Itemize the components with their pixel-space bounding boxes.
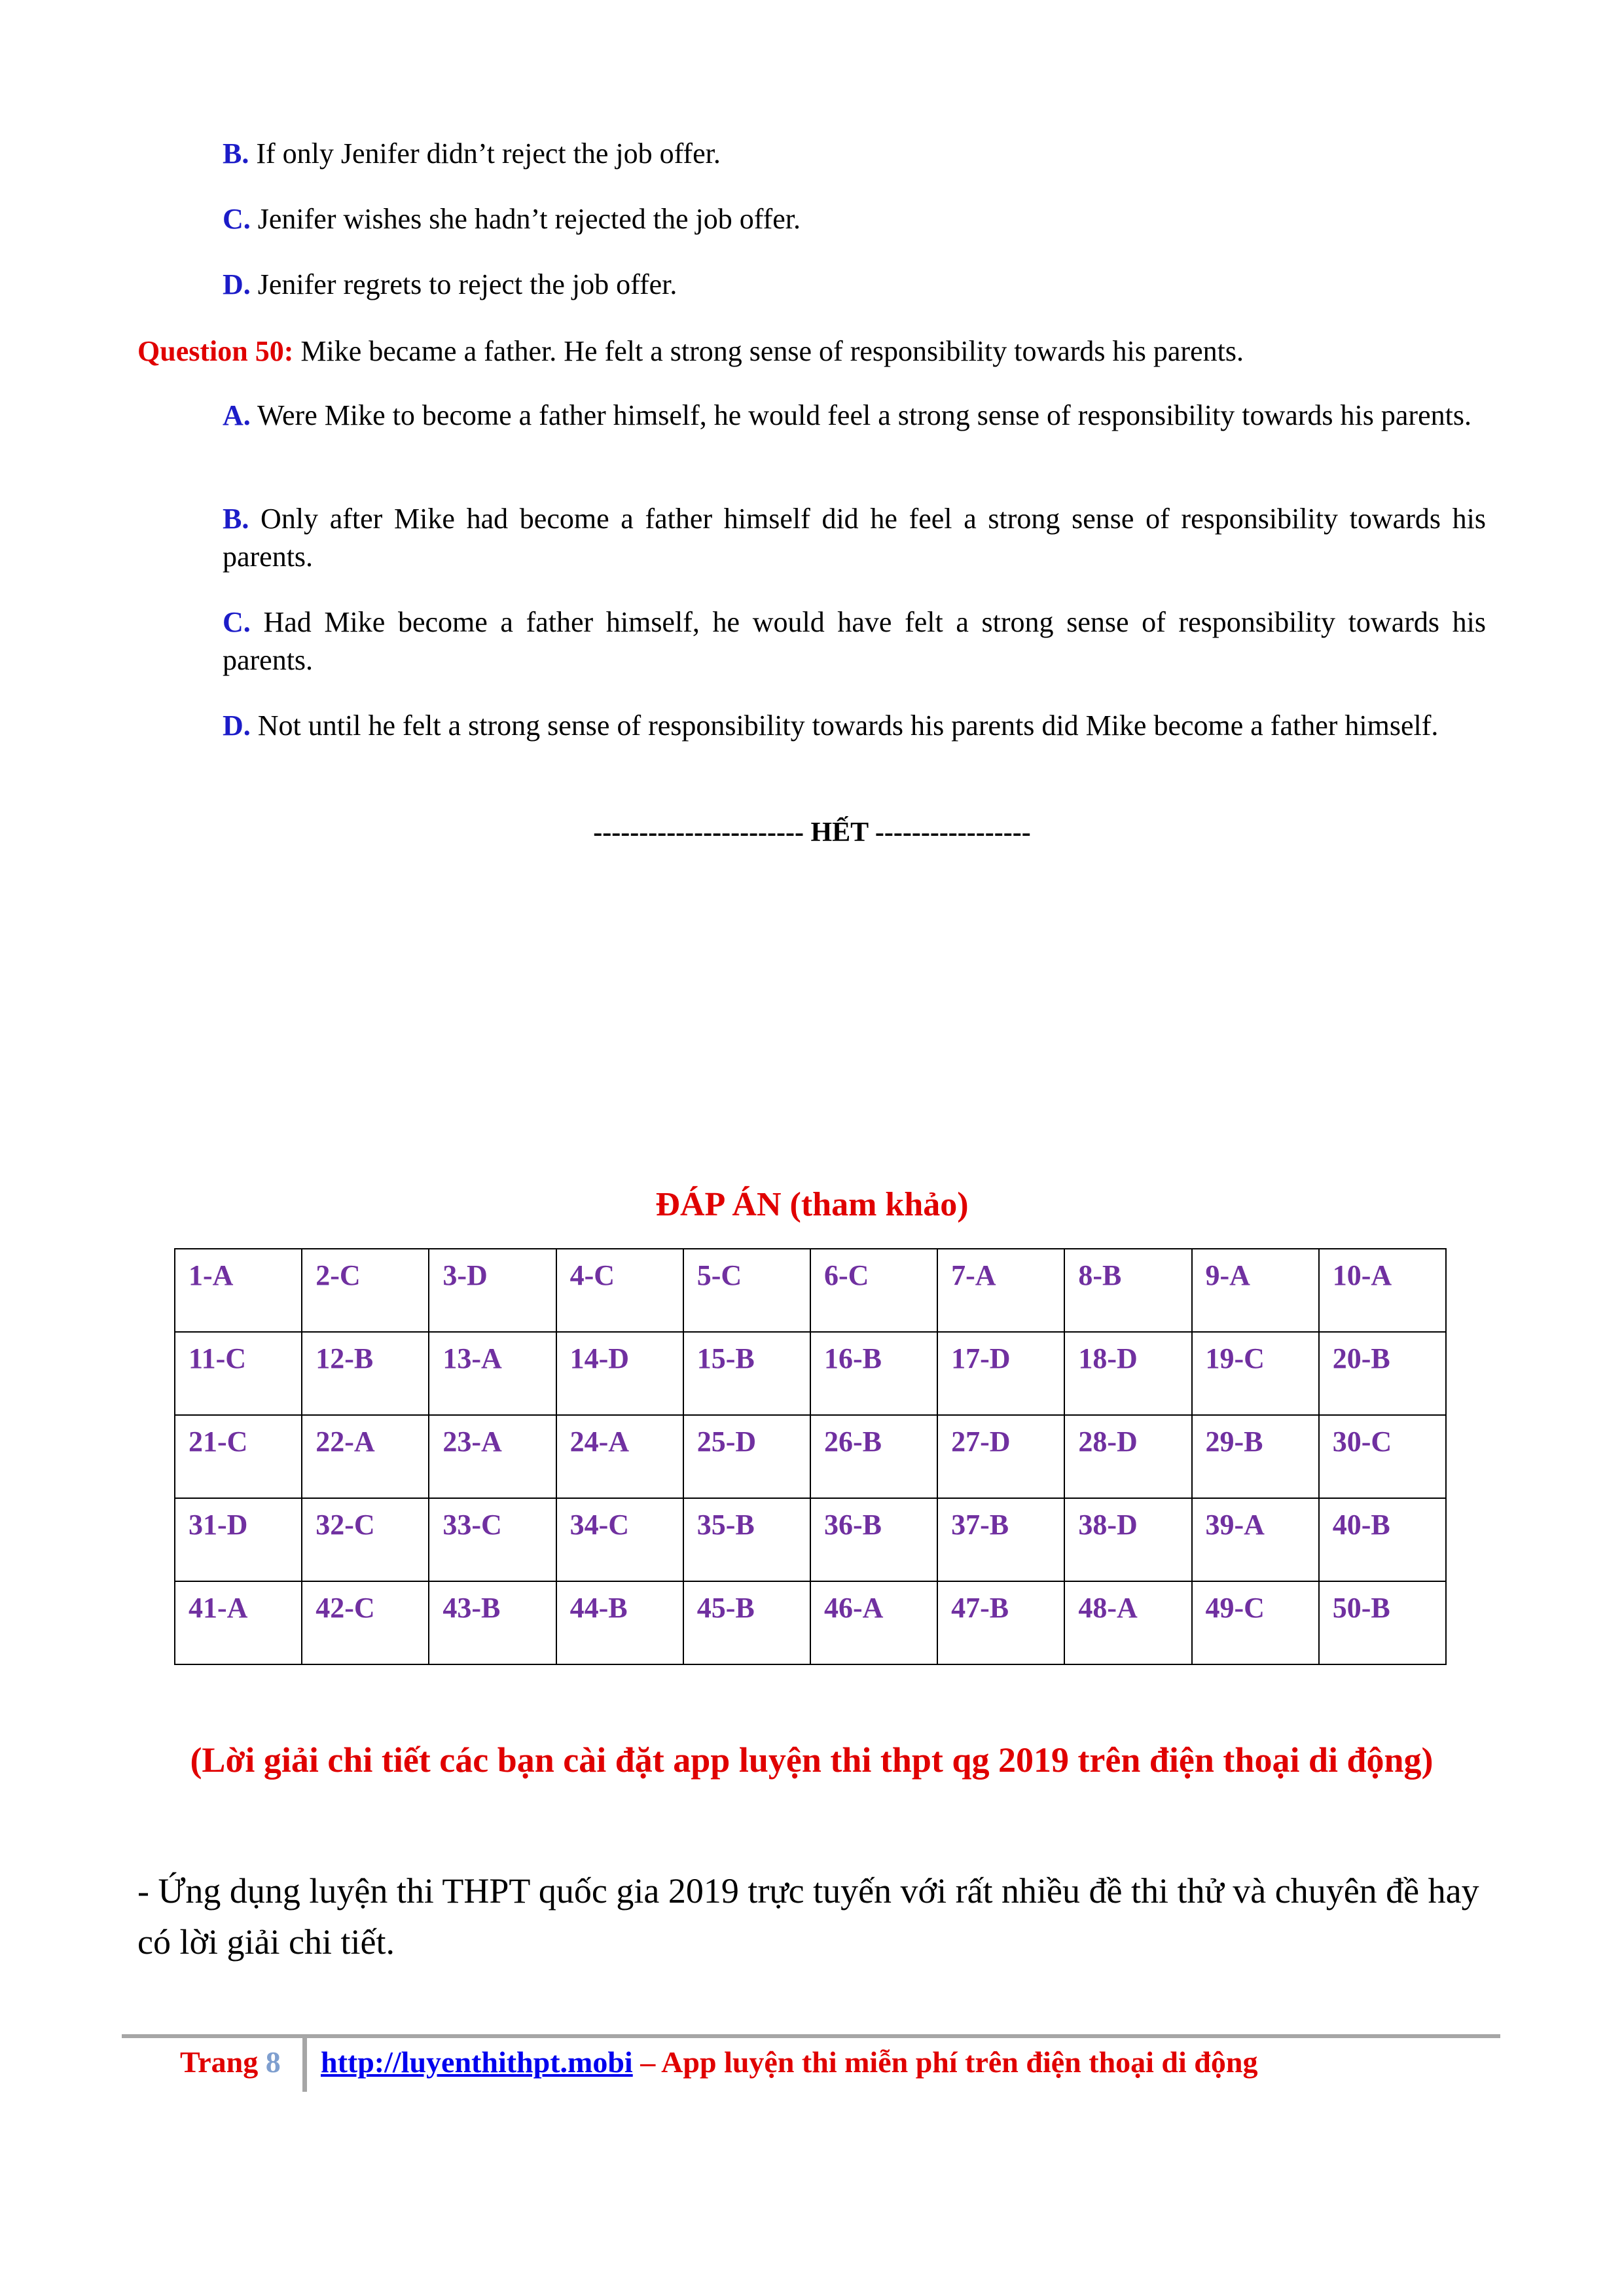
- answer-cell: 49-C: [1192, 1581, 1319, 1664]
- answer-cell: 25-D: [683, 1415, 810, 1498]
- answer-cell: 39-A: [1192, 1498, 1319, 1581]
- option-label: C.: [223, 606, 251, 638]
- question-50: [137, 332, 1244, 370]
- q50-option-a: [223, 397, 1486, 435]
- answer-cell: 45-B: [683, 1581, 810, 1664]
- end-marker: ----------------------- HẾT -----------------: [593, 817, 1031, 848]
- answer-cell: 18-D: [1064, 1332, 1191, 1415]
- answer-key-row: [175, 1332, 1446, 1415]
- footer-divider: [122, 2034, 1500, 2038]
- answer-cell: 43-B: [429, 1581, 556, 1664]
- website-link[interactable]: http://luyenthithpt.mobi: [321, 2045, 633, 2079]
- option-text: Had Mike become a father himself, he would have felt a strong sense of responsibility towards his parents.: [223, 606, 1487, 676]
- answer-cell: 4-C: [556, 1249, 683, 1332]
- footer-tagline: – App luyện thi miễn phí trên điện thoại di động: [632, 2045, 1258, 2079]
- answer-cell: 27-D: [937, 1415, 1064, 1498]
- footer-separator: [302, 2037, 307, 2092]
- page-number: 8: [265, 2045, 281, 2079]
- answer-cell: 24-A: [556, 1415, 683, 1498]
- option-text: If only Jenifer didn’t reject the job offer.: [256, 137, 721, 170]
- answer-key-row: [175, 1249, 1446, 1332]
- answer-cell: 44-B: [556, 1581, 683, 1664]
- answer-cell: 6-C: [810, 1249, 937, 1332]
- q49-option-d: [223, 266, 1486, 304]
- answer-cell: 46-A: [810, 1581, 937, 1664]
- answer-cell: 42-C: [302, 1581, 429, 1664]
- answer-cell: 1-A: [175, 1249, 302, 1332]
- solution-note: (Lời giải chi tiết các bạn cài đặt app luyện thi thpt qg 2019 trên điện thoại di động): [190, 1740, 1434, 1780]
- option-text: Jenifer wishes she hadn’t rejected the job offer.: [257, 203, 801, 235]
- answer-cell: 9-A: [1192, 1249, 1319, 1332]
- question-text: Mike became a father. He felt a strong sense of responsibility towards his parents.: [300, 335, 1244, 367]
- answer-cell: 33-C: [429, 1498, 556, 1581]
- answer-cell: 5-C: [683, 1249, 810, 1332]
- answer-cell: 31-D: [175, 1498, 302, 1581]
- option-label: A.: [223, 399, 251, 431]
- answer-cell: 21-C: [175, 1415, 302, 1498]
- answer-cell: 41-A: [175, 1581, 302, 1664]
- answer-cell: 48-A: [1064, 1581, 1191, 1664]
- answer-cell: 15-B: [683, 1332, 810, 1415]
- answer-key-row: [175, 1498, 1446, 1581]
- option-label: D.: [223, 709, 251, 742]
- answer-cell: 28-D: [1064, 1415, 1191, 1498]
- answer-cell: 11-C: [175, 1332, 302, 1415]
- answer-key-row: [175, 1581, 1446, 1664]
- app-description: - Ứng dụng luyện thi THPT quốc gia 2019 trực tuyến với rất nhiều đề thi thử và chuyên đề hay có lời giải chi tiết.: [137, 1871, 1479, 1962]
- answer-cell: 32-C: [302, 1498, 429, 1581]
- q50-option-c: [223, 603, 1486, 679]
- option-label: C.: [223, 203, 251, 235]
- answer-cell: 34-C: [556, 1498, 683, 1581]
- answer-cell: 23-A: [429, 1415, 556, 1498]
- answer-cell: 38-D: [1064, 1498, 1191, 1581]
- q50-option-b: [223, 500, 1486, 576]
- answer-cell: 19-C: [1192, 1332, 1319, 1415]
- answer-cell: 2-C: [302, 1249, 429, 1332]
- answer-cell: 17-D: [937, 1332, 1064, 1415]
- q50-option-d: [223, 707, 1486, 745]
- answer-cell: 50-B: [1319, 1581, 1446, 1664]
- answer-cell: 10-A: [1319, 1249, 1446, 1332]
- answer-cell: 29-B: [1192, 1415, 1319, 1498]
- page-label: Trang: [180, 2045, 259, 2079]
- answer-cell: 36-B: [810, 1498, 937, 1581]
- answer-cell: 26-B: [810, 1415, 937, 1498]
- option-text: Were Mike to become a father himself, he would feel a strong sense of responsibility towards his parents.: [257, 399, 1471, 431]
- answer-cell: 12-B: [302, 1332, 429, 1415]
- answer-cell: 20-B: [1319, 1332, 1446, 1415]
- option-text: Not until he felt a strong sense of responsibility towards his parents did Mike become a father himself.: [257, 709, 1439, 742]
- answer-cell: 7-A: [937, 1249, 1064, 1332]
- answer-cell: 16-B: [810, 1332, 937, 1415]
- answer-key-row: [175, 1415, 1446, 1498]
- q49-option-b: [223, 135, 1486, 173]
- answer-cell: 37-B: [937, 1498, 1064, 1581]
- option-text: Only after Mike had become a father himself did he feel a strong sense of responsibility towards his parents.: [223, 503, 1487, 573]
- answer-key-title: ĐÁP ÁN (tham khảo): [655, 1186, 969, 1223]
- answer-cell: 8-B: [1064, 1249, 1191, 1332]
- answer-cell: 3-D: [429, 1249, 556, 1332]
- answer-cell: 30-C: [1319, 1415, 1446, 1498]
- option-label: D.: [223, 268, 251, 300]
- answer-cell: 13-A: [429, 1332, 556, 1415]
- answer-cell: 14-D: [556, 1332, 683, 1415]
- option-label: B.: [223, 503, 249, 535]
- footer-page: [180, 2043, 281, 2082]
- answer-cell: 35-B: [683, 1498, 810, 1581]
- answer-cell: 40-B: [1319, 1498, 1446, 1581]
- footer-link-area: [321, 2043, 1257, 2082]
- question-label: Question 50:: [137, 335, 294, 367]
- q49-option-c: [223, 200, 1486, 238]
- answer-cell: 47-B: [937, 1581, 1064, 1664]
- option-label: B.: [223, 137, 249, 170]
- option-text: Jenifer regrets to reject the job offer.: [257, 268, 677, 300]
- answer-cell: 22-A: [302, 1415, 429, 1498]
- answer-key-table: [174, 1248, 1447, 1665]
